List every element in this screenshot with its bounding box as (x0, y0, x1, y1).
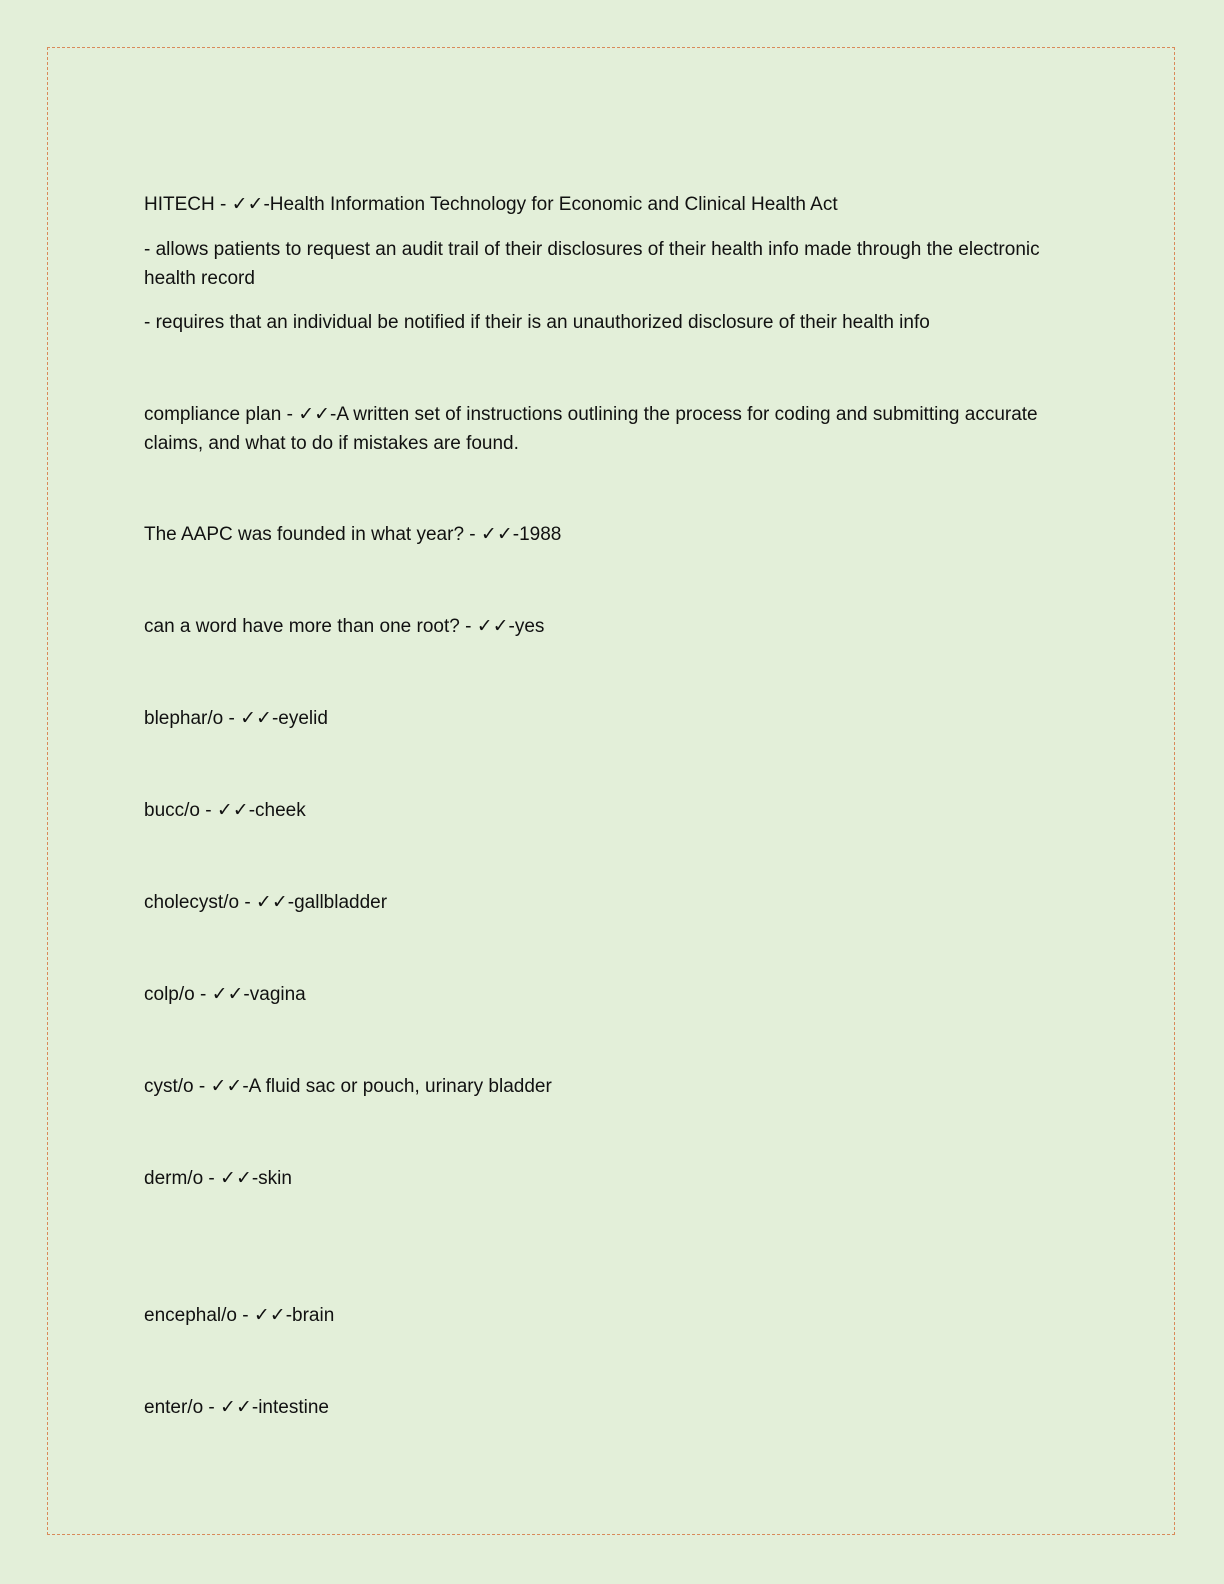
entry-encephalo: encephal/o - ✓✓-brain (144, 1305, 335, 1326)
entry-hitech-note-2: - requires that an individual be notified if their is an unauthorized disclosure of their health info (144, 312, 930, 333)
entry-aapc-year: The AAPC was founded in what year? - ✓✓-1988 (144, 524, 562, 545)
entry-hitech-note-1: - allows patients to request an audit trail of their disclosures of their health info made through the electronic health record (144, 239, 1045, 289)
entry-cysto: cyst/o - ✓✓-A fluid sac or pouch, urinary bladder (144, 1076, 552, 1097)
entry-blepharo: blephar/o - ✓✓-eyelid (144, 708, 328, 729)
entry-cholecysto: cholecyst/o - ✓✓-gallbladder (144, 892, 388, 913)
entry-entero: enter/o - ✓✓-intestine (144, 1397, 329, 1418)
entry-bucco: bucc/o - ✓✓-cheek (144, 800, 306, 821)
entry-word-root: can a word have more than one root? - ✓✓-yes (144, 616, 545, 637)
entry-dermo: derm/o - ✓✓-skin (144, 1168, 292, 1189)
entry-colpo: colp/o - ✓✓-vagina (144, 984, 306, 1005)
entry-compliance-plan: compliance plan - ✓✓-A written set of instructions outlining the process for coding and submitting accurate claims, and what to do if mistakes are found. (144, 404, 1043, 454)
entry-hitech: HITECH - ✓✓-Health Information Technology for Economic and Clinical Health Act (144, 194, 838, 215)
